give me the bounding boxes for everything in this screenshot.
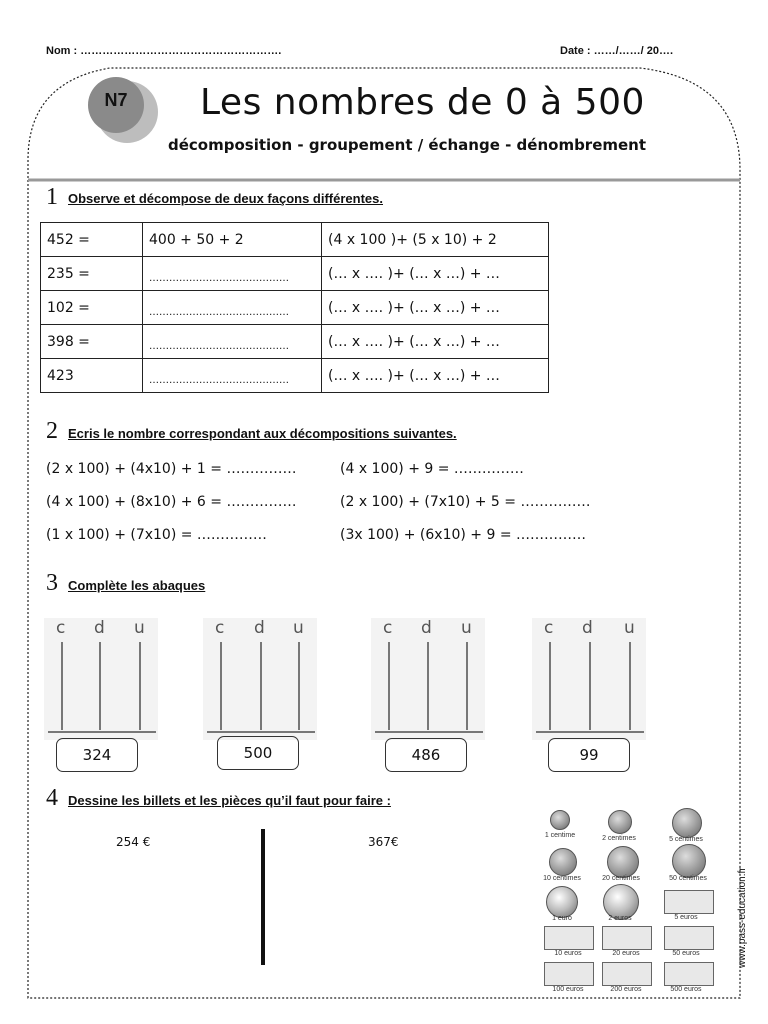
column-u-label: u — [461, 618, 472, 638]
money-label: 50 centimes — [669, 875, 707, 882]
column-u-label: u — [293, 618, 304, 638]
money-label: 2 centimes — [602, 835, 636, 842]
money-reference — [540, 808, 736, 998]
table-cell-number: 235 = — [41, 257, 143, 291]
equation-2b[interactable]: (2 x 100) + (7x10) + 5 = …………… — [340, 494, 591, 510]
banknote-icon — [664, 890, 714, 914]
coin-icon — [608, 810, 632, 834]
table-cell-multiplicative[interactable]: (… x …. )+ (… x …) + … — [322, 291, 549, 325]
section-2-title: Ecris le nombre correspondant aux décompositions suivantes. — [68, 426, 457, 441]
table-cell-number: 398 = — [41, 325, 143, 359]
abaque-2-value: 500 — [217, 736, 299, 770]
money-label: 50 euros — [672, 950, 700, 957]
divider-line — [261, 829, 265, 965]
column-c-label: c — [215, 618, 225, 638]
badge-label: N7 — [104, 90, 128, 110]
money-label: 5 centimes — [669, 836, 703, 843]
equation-3b[interactable]: (3x 100) + (6x10) + 9 = …………… — [340, 527, 587, 543]
banknote-icon — [544, 926, 594, 950]
table-cell-number: 102 = — [41, 291, 143, 325]
column-u-label: u — [624, 618, 635, 638]
money-label: 20 euros — [612, 950, 640, 957]
decomposition-table — [40, 222, 549, 393]
table-cell-additive: 400 + 50 + 2 — [143, 223, 322, 257]
table-cell-additive[interactable] — [143, 359, 322, 393]
column-d-label: d — [582, 618, 593, 638]
table-cell-number: 423 — [41, 359, 143, 393]
table-cell-additive[interactable] — [143, 257, 322, 291]
page-title: Les nombres de 0 à 500 — [200, 82, 645, 123]
equation-2a[interactable]: (4 x 100) + (8x10) + 6 = …………… — [46, 494, 297, 510]
banknote-icon — [602, 926, 652, 950]
section-4-title: Dessine les billets et les pièces qu’il faut pour faire : — [68, 793, 391, 808]
answer-dots: …………………………………… — [149, 272, 289, 284]
equation-3a[interactable]: (1 x 100) + (7x10) = …………… — [46, 527, 267, 543]
section-3-number: 3 — [46, 570, 58, 596]
section-3-title: Complète les abaques — [68, 578, 206, 593]
table-row — [41, 291, 549, 325]
amount-1: 254 € — [116, 835, 151, 849]
table-row — [41, 325, 549, 359]
banknote-icon — [544, 962, 594, 986]
table-cell-number: 452 = — [41, 223, 143, 257]
equation-1a[interactable]: (2 x 100) + (4x10) + 1 = …………… — [46, 461, 297, 477]
money-label: 100 euros — [552, 986, 584, 993]
money-label: 500 euros — [670, 986, 702, 993]
money-label: 200 euros — [610, 986, 642, 993]
money-label: 1 euro — [552, 915, 572, 922]
abaque-2 — [203, 618, 317, 740]
table-cell-multiplicative: (4 x 100 )+ (5 x 10) + 2 — [322, 223, 549, 257]
column-d-label: d — [254, 618, 265, 638]
coin-icon — [607, 846, 639, 878]
column-d-label: d — [421, 618, 432, 638]
answer-dots: …………………………………… — [149, 340, 289, 352]
name-field: Nom : ………………………………………………. — [46, 45, 282, 57]
table-cell-multiplicative[interactable]: (… x …. )+ (… x …) + … — [322, 257, 549, 291]
date-field: Date : ……/……/ 20…. — [560, 45, 674, 57]
abaque-4 — [532, 618, 646, 740]
table-cell-multiplicative[interactable]: (… x …. )+ (… x …) + … — [322, 325, 549, 359]
column-c-label: c — [56, 618, 66, 638]
coin-icon — [550, 810, 570, 830]
answer-dots: …………………………………… — [149, 374, 289, 386]
coin-icon — [549, 848, 577, 876]
banknote-icon — [602, 962, 652, 986]
money-label: 10 euros — [554, 950, 582, 957]
money-label: 20 centimes — [602, 875, 640, 882]
column-c-label: c — [383, 618, 393, 638]
banknote-icon — [664, 962, 714, 986]
section-1-number: 1 — [46, 184, 58, 210]
column-d-label: d — [94, 618, 105, 638]
amount-2: 367€ — [368, 835, 399, 849]
coin-icon — [672, 808, 702, 838]
table-row — [41, 223, 549, 257]
table-row — [41, 359, 549, 393]
money-label: 1 centime — [544, 832, 576, 839]
money-label: 10 centimes — [543, 875, 581, 882]
abaque-3-value: 486 — [385, 738, 467, 772]
column-c-label: c — [544, 618, 554, 638]
abaque-1-value: 324 — [56, 738, 138, 772]
page-subtitle: décomposition - groupement / échange - dénombrement — [168, 136, 647, 154]
abaque-1 — [44, 618, 158, 740]
abaque-3 — [371, 618, 485, 740]
banknote-icon — [664, 926, 714, 950]
money-label: 2 euros — [608, 915, 632, 922]
answer-dots: …………………………………… — [149, 306, 289, 318]
table-cell-additive[interactable] — [143, 291, 322, 325]
coin-icon — [672, 844, 706, 878]
section-1-title: Observe et décompose de deux façons différentes. — [68, 191, 383, 206]
column-u-label: u — [134, 618, 145, 638]
money-label: 5 euros — [674, 914, 698, 921]
section-4-number: 4 — [46, 785, 58, 811]
table-cell-multiplicative[interactable]: (… x …. )+ (… x …) + … — [322, 359, 549, 393]
table-row — [41, 257, 549, 291]
section-2-number: 2 — [46, 418, 58, 444]
abaque-4-value: 99 — [548, 738, 630, 772]
coin-icon — [546, 886, 578, 918]
website-watermark: www.pass-education.fr — [737, 867, 748, 968]
table-cell-additive[interactable] — [143, 325, 322, 359]
equation-1b[interactable]: (4 x 100) + 9 = …………… — [340, 461, 524, 477]
